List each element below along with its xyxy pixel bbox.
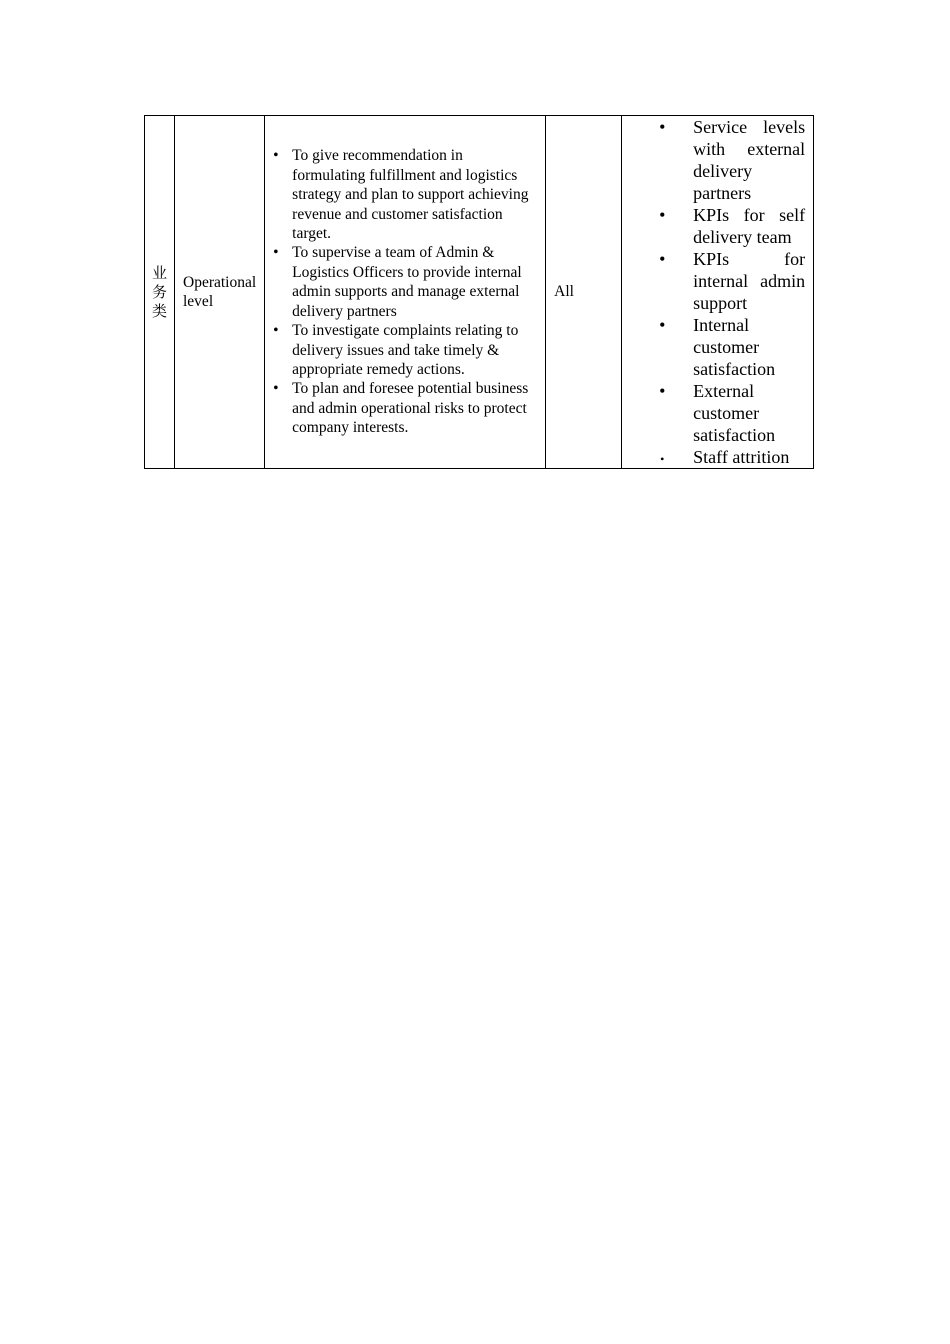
bullet-icon: • <box>660 452 665 466</box>
scope-text: All <box>554 283 574 300</box>
kpi-text: Service levels with external delivery partners <box>693 117 806 203</box>
list-item <box>622 116 805 204</box>
list-item <box>265 243 537 321</box>
category-char: 业 <box>151 263 167 282</box>
list-item <box>622 314 805 380</box>
bullet-icon: • <box>273 244 279 262</box>
responsibility-text: To plan and foresee potential business and admin operational risks to protect company interests. <box>292 380 529 437</box>
bullet-icon: • <box>273 380 279 398</box>
list-item <box>265 379 537 437</box>
kpi-text: Staff attrition <box>693 447 790 467</box>
category-cell <box>145 116 175 469</box>
bullet-icon: • <box>659 249 666 269</box>
category-char: 类 <box>151 301 167 320</box>
responsibility-text: To investigate complaints relating to delivery issues and take timely & appropriate remedy actions. <box>292 322 519 378</box>
responsibilities-list <box>265 146 545 437</box>
list-item <box>622 248 805 314</box>
responsibility-text: To supervise a team of Admin & Logistics Officers to provide internal admin supports and manage external delivery partners <box>292 244 522 320</box>
bullet-icon: • <box>659 205 666 225</box>
scope-cell <box>546 116 622 469</box>
kpi-cell <box>622 116 814 469</box>
list-item <box>622 204 805 248</box>
category-char: 务 <box>151 282 167 301</box>
list-item <box>622 380 805 446</box>
list-item <box>622 446 805 468</box>
bullet-icon: • <box>659 315 666 335</box>
kpi-text: KPIs for internal admin support <box>693 249 806 313</box>
bullet-icon: • <box>273 322 279 340</box>
responsibility-text: To give recommendation in formulating fulfillment and logistics strategy and plan to support achieving revenue and customer satisfaction target. <box>292 147 529 243</box>
bullet-icon: • <box>659 117 666 137</box>
kpi-text: KPIs for self delivery team <box>693 205 806 247</box>
list-item <box>265 321 537 379</box>
level-cell <box>175 116 265 469</box>
level-text: Operational level <box>183 274 257 310</box>
table-row <box>145 116 814 469</box>
bullet-icon: • <box>659 381 666 401</box>
job-table <box>144 115 814 469</box>
kpi-text: External customer satisfaction <box>693 381 776 445</box>
responsibilities-cell <box>265 116 546 469</box>
bullet-icon: • <box>273 147 279 165</box>
list-item <box>265 146 537 243</box>
kpi-text: Internal customer satisfaction <box>693 315 776 379</box>
kpi-list <box>622 116 813 468</box>
